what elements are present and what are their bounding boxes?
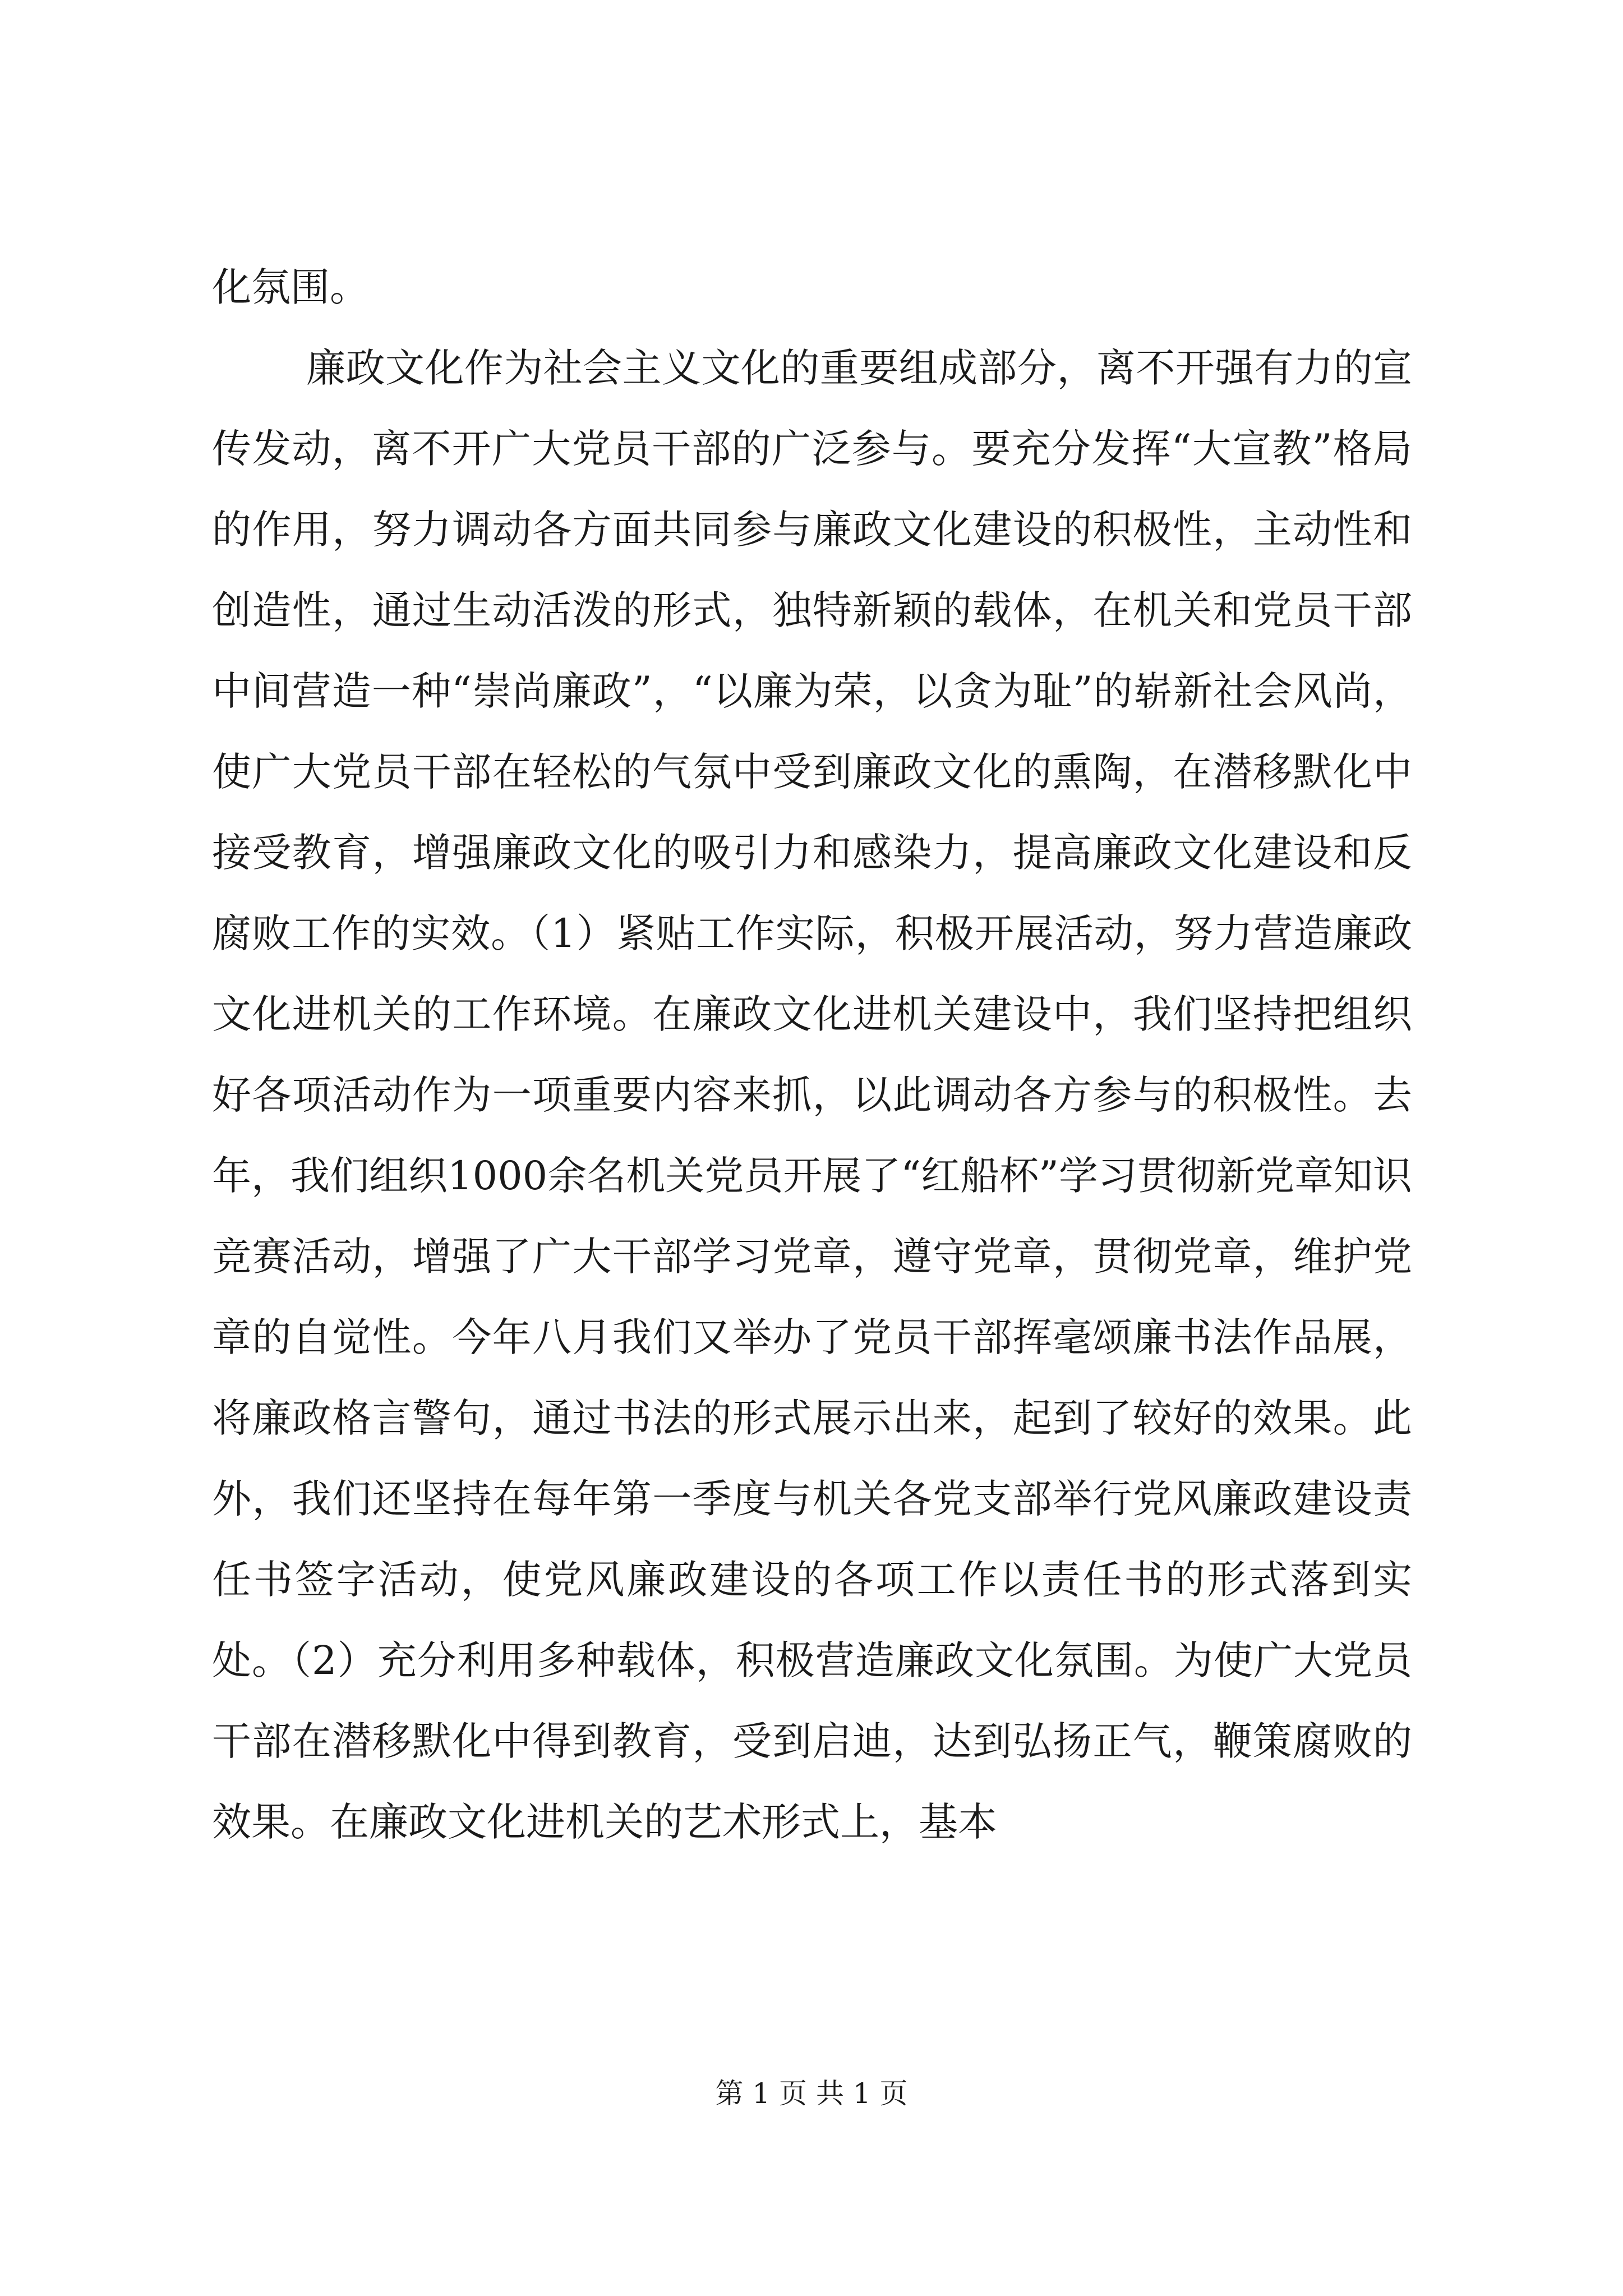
- body-paragraph: 廉政文化作为社会主义文化的重要组成部分，离不开强有力的宣传发动，离不开广大党员干部的广泛参与。要充分发挥“大宣教”格局的作用，努力调动各方面共同参与廉政文化建设的积极性，主动性和创造性，通过生动活泼的形式，独特新颖的载体，在机关和党员干部中间营造一种“崇尚廉政”，“以廉为荣，以贪为耻”的崭新社会风尚，使广大党员干部在轻松的气氛中受到廉政文化的熏陶，在潜移默化中接受教育，增强廉政文化的吸引力和感染力，提高廉政文化建设和反腐败工作的实效。（1）紧贴工作实际，积极开展活动，努力营造廉政文化进机关的工作环境。在廉政文化进机关建设中，我们坚持把组织好各项活动作为一项重要内容来抓，以此调动各方参与的积极性。去年，我们组织1000余名机关党员开展了“红船杯”学习贯彻新党章知识竞赛活动，增强了广大干部学习党章，遵守党章，贯彻党章，维护党章的自觉性。今年八月我们又举办了党员干部挥毫颂廉书法作品展，将廉政格言警句，通过书法的形式展示出来，起到了较好的效果。此外，我们还坚持在每年第一季度与机关各党支部举行党风廉政建设责任书签字活动，使党风廉政建设的各项工作以责任书的形式落到实处。（2）充分利用多种载体，积极营造廉政文化氛围。为使广大党员干部在潜移默化中得到教育，受到启迪，达到弘扬正气，鞭策腐败的效果。在廉政文化进机关的艺术形式上，基本: [212, 345, 1412, 1845]
- continuation-line: 化氛围。: [212, 264, 369, 310]
- document-body: [212, 247, 1412, 1862]
- page-footer: 第 1 页 共 1 页: [715, 2077, 908, 2110]
